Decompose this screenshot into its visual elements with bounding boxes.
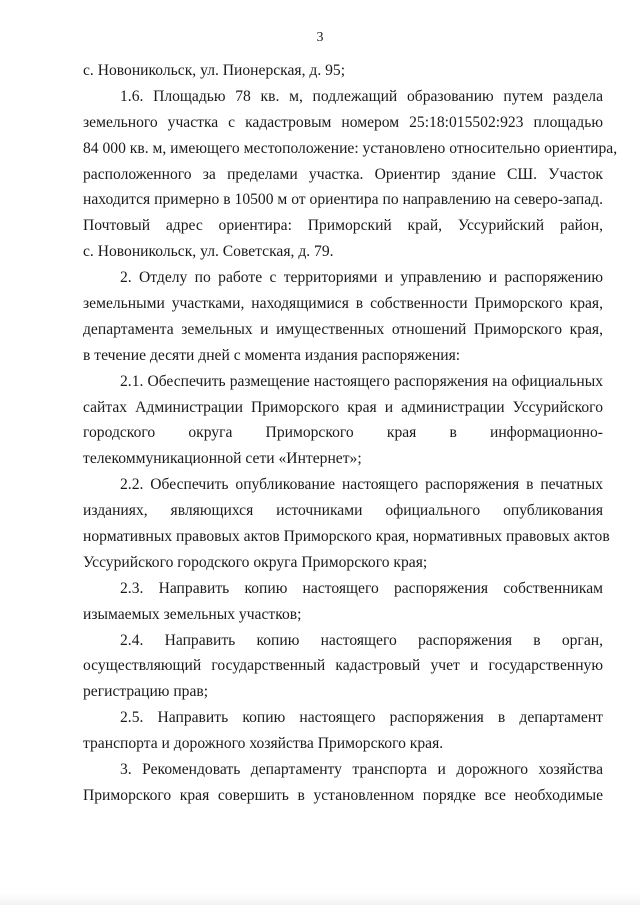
text-line: в течение десяти дней с момента издания распоряжения: <box>83 346 461 364</box>
text-line: с. Новоникольск, ул. Советская, д. 79. <box>83 243 334 261</box>
text-line: 2.4. Направить копию настоящего распоряжения в орган, <box>120 631 603 649</box>
text-line: 2.1. Обеспечить размещение настоящего распоряжения на официальных <box>120 372 603 390</box>
page-number: 3 <box>316 30 324 45</box>
text-line: земельного участка с кадастровым номером 25:18:015502:923 площадью <box>83 113 603 131</box>
text-line: городского округа Приморского края в информационно- <box>83 424 603 442</box>
text-line: 84 000 кв. м, имеющего местоположение: установлено относительно ориентира, <box>83 139 618 157</box>
text-line: 1.6. Площадью 78 кв. м, подлежащий образованию путем раздела <box>120 87 603 105</box>
text-line: Приморского края совершить в установленном порядке все необходимые <box>83 786 603 804</box>
text-line: департамента земельных и имущественных отношений Приморского края, <box>83 320 603 338</box>
document-body <box>83 58 618 809</box>
text-line: 3. Рекомендовать департаменту транспорта и дорожного хозяйства <box>120 761 603 779</box>
text-line: изданиях, являющихся источниками официального опубликования <box>83 502 603 520</box>
text-line: изымаемых земельных участков; <box>83 605 302 623</box>
text-line: 2.5. Направить копию настоящего распоряжения в департамент <box>120 709 603 727</box>
text-line: 2.3. Направить копию настоящего распоряжения собственникам <box>120 579 603 597</box>
scan-edge <box>0 893 640 905</box>
text-line: 2. Отделу по работе с территориями и управлению и распоряжению <box>120 269 603 287</box>
text-line: расположенного за пределами участка. Ориентир здание СШ. Участок <box>83 165 603 183</box>
text-line: сайтах Администрации Приморского края и администрации Уссурийского <box>83 398 603 416</box>
text-line: находится примерно в 10500 м от ориентира по направлению на северо-запад. <box>83 191 603 209</box>
text-line: нормативных правовых актов Приморского края, нормативных правовых актов <box>83 528 610 546</box>
text-line: регистрацию прав; <box>83 683 209 701</box>
text-line: Уссурийского городского округа Приморского края; <box>83 553 428 571</box>
text-line: транспорта и дорожного хозяйства Приморского края. <box>83 735 444 753</box>
text-line: с. Новоникольск, ул. Пионерская, д. 95; <box>83 62 346 79</box>
text-line: телекоммуникационной сети «Интернет»; <box>83 450 362 468</box>
text-line: Почтовый адрес ориентира: Приморский край, Уссурийский район, <box>83 217 603 235</box>
text-line: 2.2. Обеспечить опубликование настоящего распоряжения в печатных <box>120 476 603 494</box>
text-line: осуществляющий государственный кадастровый учет и государственную <box>83 657 603 675</box>
text-line: земельными участками, находящимися в собственности Приморского края, <box>83 295 603 313</box>
